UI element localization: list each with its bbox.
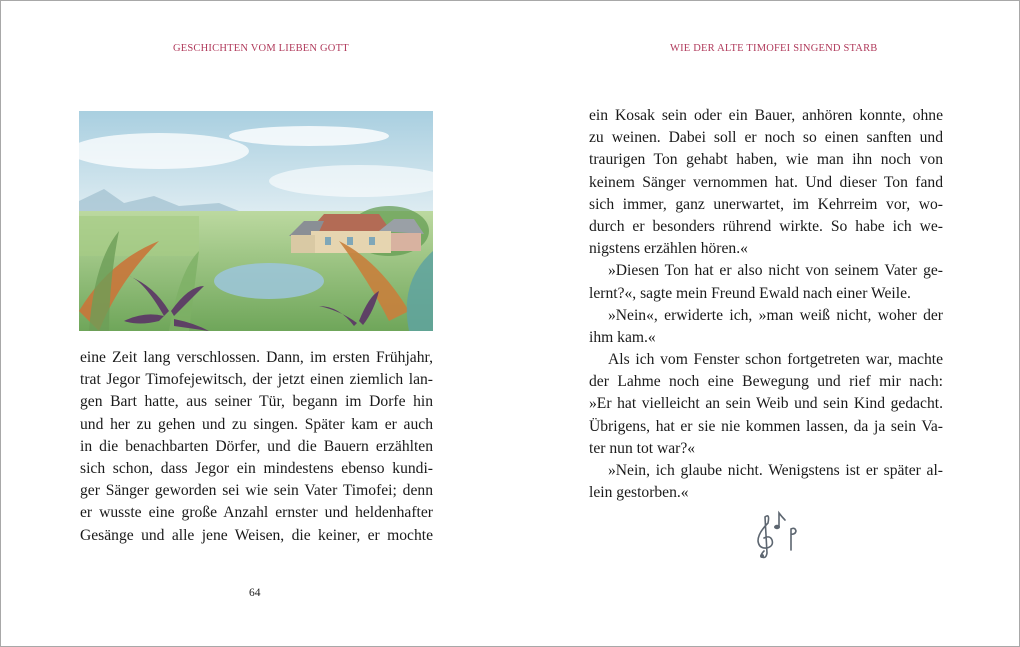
text-line: ihm kam.«	[589, 328, 656, 346]
watercolor-landscape-image	[79, 111, 433, 331]
text-line: er wusste eine große Anzahl ernster und heldenhafter	[80, 504, 433, 522]
text-line: der Lahme noch eine Bewegung und rief mir nach:	[589, 373, 943, 391]
right-running-head: WIE DER ALTE TIMOFEI SINGEND STARB	[670, 43, 878, 54]
text-line: sich schon, dass Jegor ein mindestens ebenso kundi-	[80, 459, 433, 477]
text-line: sich immer, ganz unerwartet, im Kehrreim vor, wo-	[589, 195, 943, 213]
text-line: gen Bart hatte, aus seiner Tür, begann im Dorfe hin	[80, 393, 433, 411]
text-line: Gesänge und alle jene Weisen, die keiner, er mochte	[80, 526, 433, 544]
text-line: zu weinen. Dabei soll er noch so einen sanften und	[589, 129, 943, 147]
text-line: lein gestorben.«	[589, 484, 689, 502]
left-page-body-text	[80, 347, 433, 547]
right-page-body-text	[589, 105, 943, 504]
text-line: durch er besonders rührend wirkte. So habe ich we-	[589, 217, 943, 235]
text-line: »Nein«, erwiderte ich, »man weiß nicht, woher der	[608, 306, 943, 324]
text-line: trat Jegor Timofejewitsch, der jetzt einen ziemlich lan-	[80, 371, 433, 389]
text-line: Als ich vom Fenster schon fortgetreten war, machte	[608, 351, 943, 369]
treble-clef-and-notes-icon	[748, 507, 804, 563]
text-line: ger Sänger geworden sei wie sein Vater Timofei; denn	[80, 482, 433, 500]
text-line: lernt?«, sagte mein Freund Ewald nach einer Weile.	[589, 284, 911, 302]
text-line: nigstens erzählen hören.«	[589, 240, 748, 258]
text-line: »Diesen Ton hat er also nicht von seinem Vater ge-	[608, 262, 943, 280]
landscape-illustration	[79, 111, 433, 331]
text-line: traurigen Ton gehabt haben, wie man ihn noch von	[589, 151, 943, 169]
text-line: keinem Sänger vernommen hat. Und dieser Ton fand	[589, 173, 943, 191]
text-line: ein Kosak sein oder ein Bauer, anhören konnte, ohne	[589, 107, 943, 124]
text-line: »Er hat vielleicht an sein Weib und sein Kind gedacht.	[589, 395, 943, 413]
text-line: Übrigens, hat er sie nie kommen lassen, da ja sein Va-	[589, 417, 943, 435]
page-number: 64	[249, 587, 261, 599]
text-line: eine Zeit lang verschlossen. Dann, im ersten Frühjahr,	[80, 349, 433, 366]
text-line: ter nun tot war?«	[589, 439, 696, 457]
text-line: und her zu gehen und zu singen. Später kam er auch	[80, 415, 433, 433]
text-line: in die benachbarten Dörfer, und die Bauern erzählten	[80, 437, 433, 455]
text-line: »Nein, ich glaube nicht. Wenigstens ist er später al-	[608, 462, 943, 479]
left-running-head: GESCHICHTEN VOM LIEBEN GOTT	[173, 43, 349, 54]
